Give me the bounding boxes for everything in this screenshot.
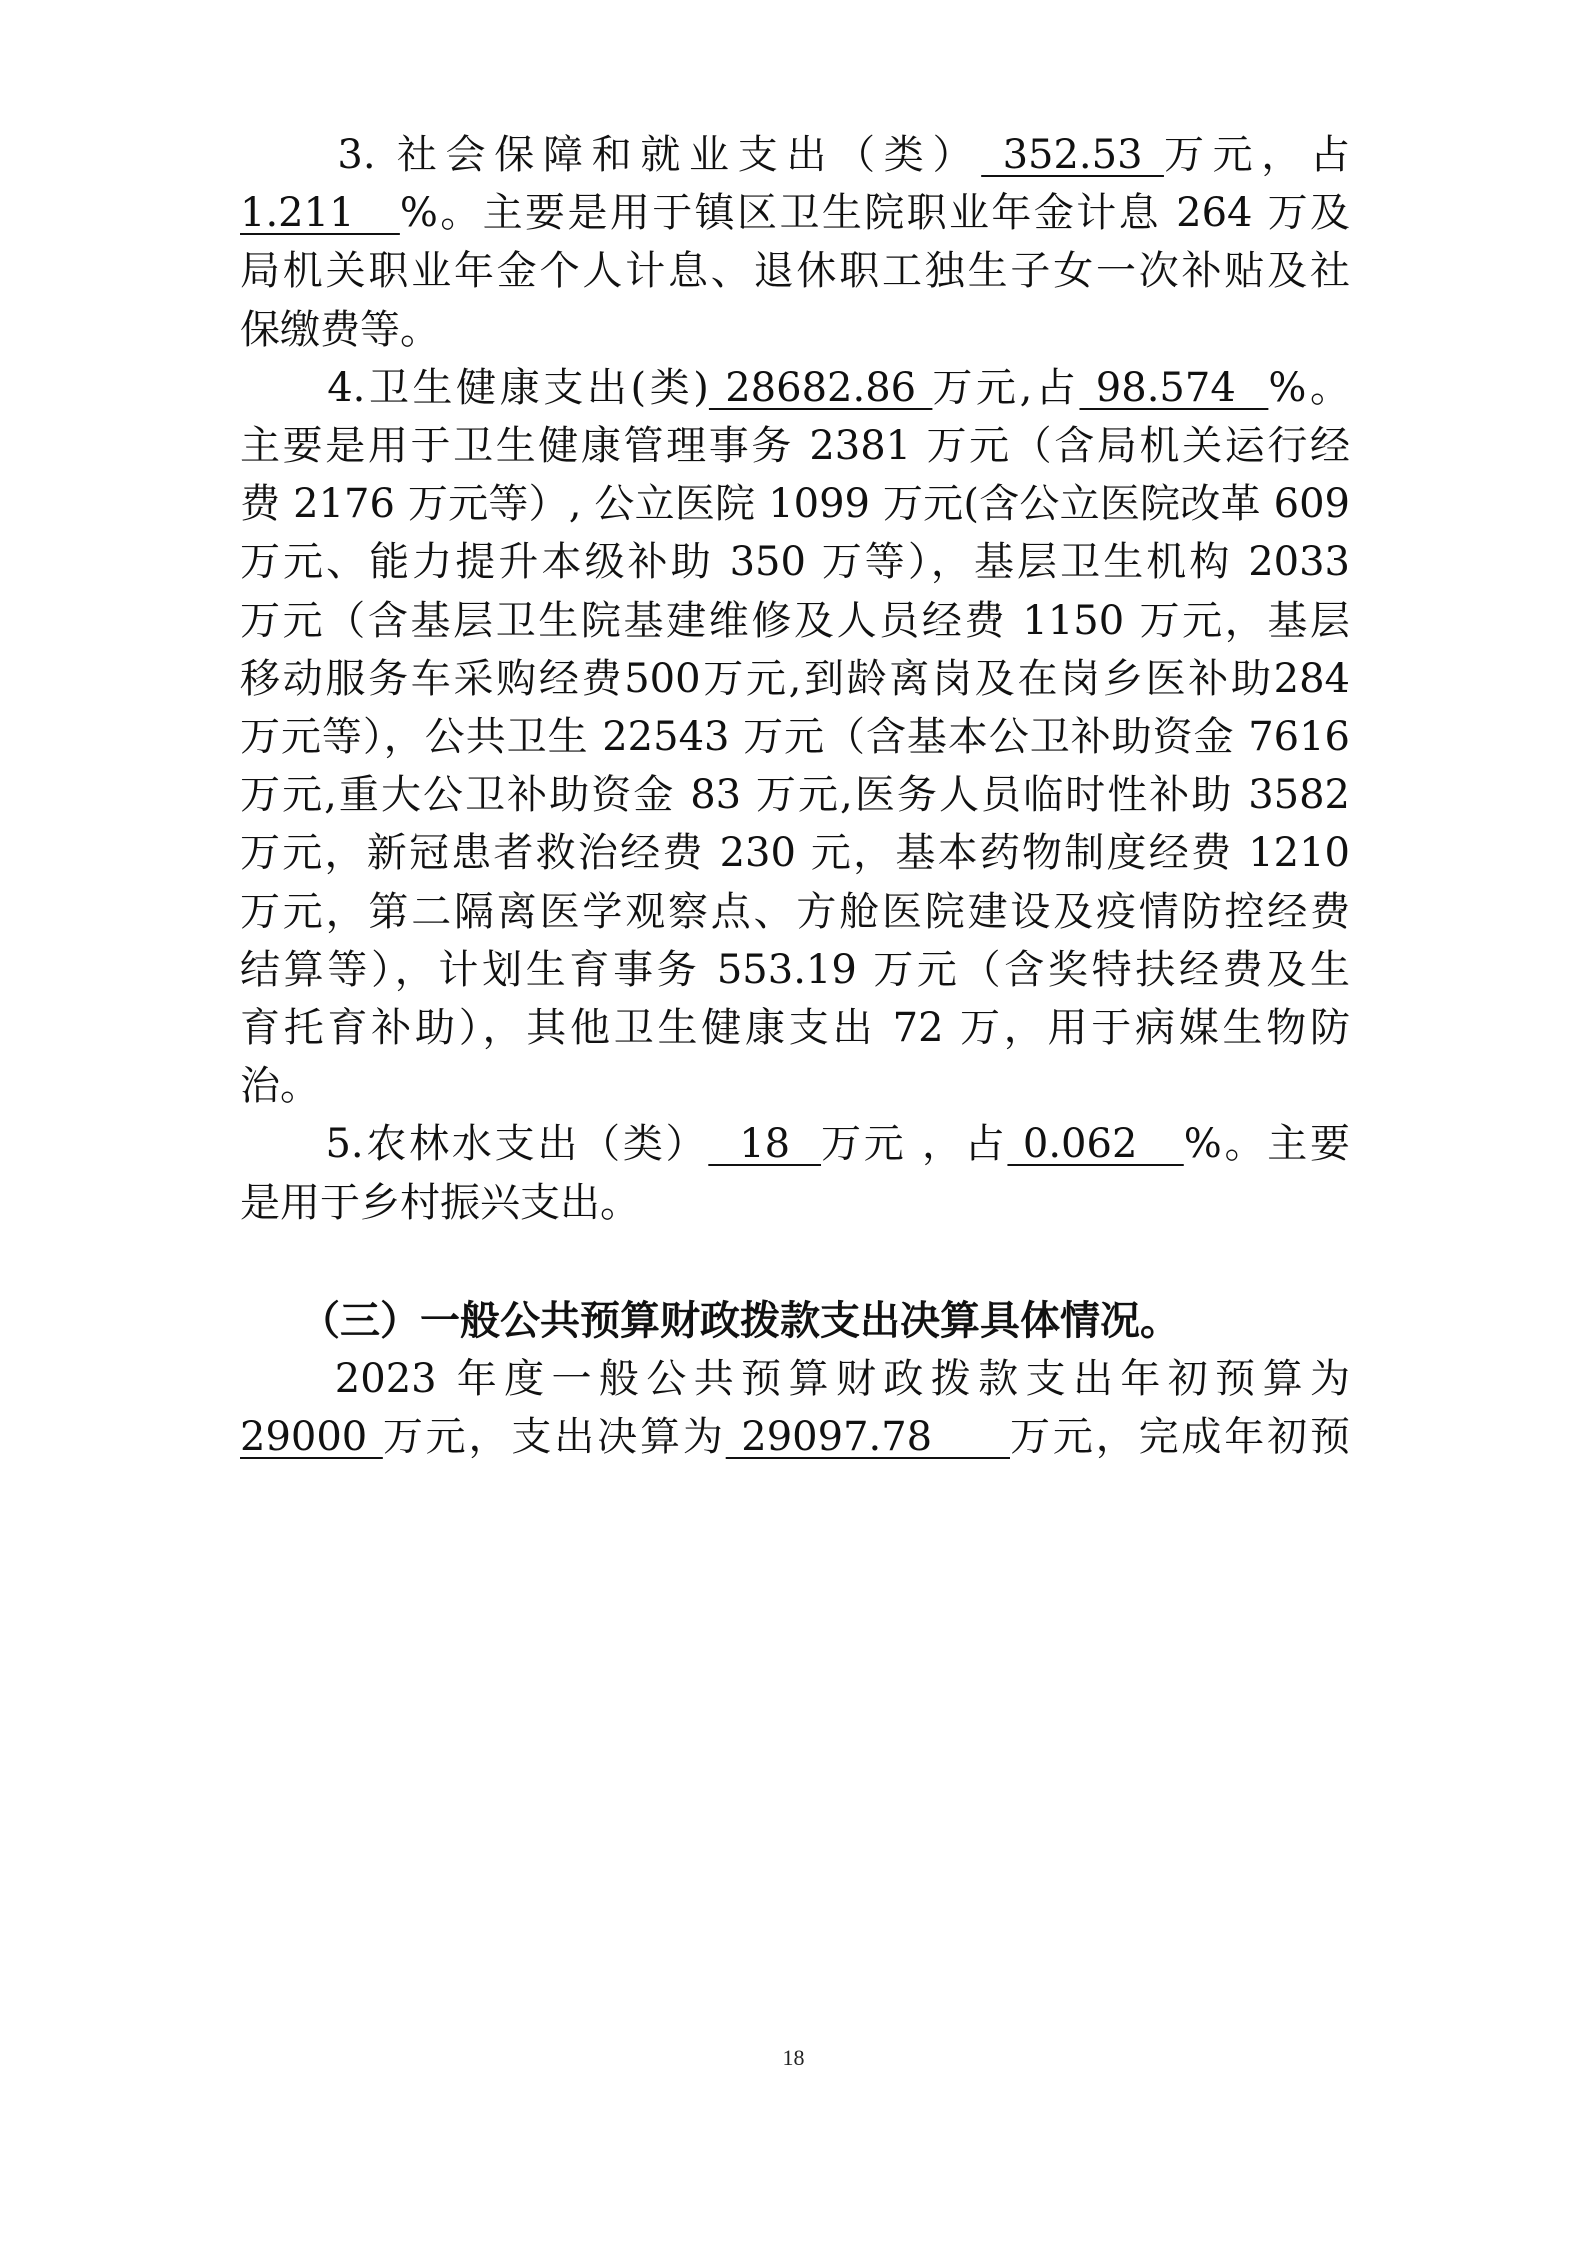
- underlined-value: 1.211: [240, 190, 400, 237]
- text-segment: 万元，第二隔离医学观察点、方舱医院建设及疫情防控经费: [240, 888, 1350, 935]
- paragraph-line: [240, 241, 1350, 301]
- text-segment: 万元（含基层卫生院基建维修及人员经费 1150 万元，基层: [240, 597, 1350, 644]
- underlined-value: 0.062: [1007, 1121, 1184, 1168]
- text-segment: 移动服务车采购经费500万元,到龄离岗及在岗乡医补助284: [240, 655, 1350, 702]
- paragraph-line: [240, 183, 1350, 243]
- text-segment: 4.卫生健康支出(类): [240, 364, 709, 411]
- paragraph-line: [240, 765, 1350, 825]
- text-segment: 保缴费等。: [240, 306, 440, 353]
- underlined-value: 29000: [240, 1414, 383, 1461]
- text-segment: 是用于乡村振兴支出。: [240, 1179, 640, 1226]
- text-segment: 结算等），计划生育事务 553.19 万元（含奖特扶经费及生: [240, 946, 1350, 993]
- text-segment: 2023 年度一般公共预算财政拨款支出年初预算为: [240, 1356, 1350, 1402]
- text-segment: 育托育补助），其他卫生健康支出 72 万，用于病媒生物防: [240, 1005, 1350, 1051]
- text-segment: （三）一般公共预算财政拨款支出决算具体情况。: [240, 1297, 1180, 1344]
- text-segment: 万元，支出决算为: [382, 1414, 726, 1461]
- paragraph-line: [240, 1407, 1350, 1467]
- paragraph-line: [240, 416, 1350, 476]
- paragraph-line: [240, 532, 1350, 592]
- text-segment: 万元,重大公卫补助资金 83 万元,医务人员临时性补助 3582: [240, 772, 1350, 819]
- underlined-value: 28682.86: [708, 364, 933, 411]
- text-segment: 费 2176 万元等）, 公立医院 1099 万元(含公立医院改革 609: [240, 481, 1350, 528]
- text-segment: 万元，新冠患者救治经费 230 元，基本药物制度经费 1210: [240, 830, 1350, 877]
- text-segment: 万元，完成年初预: [1010, 1414, 1351, 1461]
- paragraph-line: [240, 125, 1350, 185]
- text-segment: 万元等），公共卫生 22543 万元（含基本公卫补助资金 7616: [240, 714, 1350, 760]
- paragraph-line: [240, 649, 1350, 709]
- paragraph-line: [240, 358, 1350, 418]
- text-segment: 局机关职业年金个人计息、退休职工独生子女一次补贴及社: [240, 248, 1350, 295]
- text-segment: %。主要: [1183, 1121, 1350, 1168]
- text-segment: 治。: [240, 1063, 320, 1110]
- paragraph-line: [240, 1173, 640, 1233]
- paragraph-line: [240, 1349, 1350, 1409]
- section-heading: [240, 1291, 1180, 1351]
- text-segment: 万元、能力提升本级补助 350 万等），基层卫生机构 2033: [240, 539, 1350, 586]
- text-segment: %。主要是用于镇区卫生院职业年金计息 264 万及: [399, 190, 1350, 237]
- text-segment: 5.农林水支出（类）: [240, 1121, 709, 1168]
- underlined-value: 18: [708, 1121, 822, 1168]
- paragraph-line: [240, 940, 1350, 1000]
- text-segment: %。: [1268, 364, 1350, 411]
- paragraph-line: [240, 823, 1350, 883]
- paragraph-line: [240, 1114, 1350, 1174]
- text-segment: 万元,占: [932, 364, 1080, 411]
- paragraph-line: [240, 474, 1350, 534]
- paragraph-line: [240, 998, 1350, 1058]
- text-segment: 3. 社会保障和就业支出（类）: [240, 132, 982, 178]
- paragraph-line: [240, 300, 440, 360]
- text-segment: 万元 ，占: [821, 1121, 1008, 1168]
- paragraph-line: [240, 1056, 320, 1116]
- underlined-value: 29097.78: [725, 1414, 1010, 1461]
- paragraph-line: [240, 591, 1350, 651]
- paragraph-line: [240, 707, 1350, 767]
- paragraph-line: [240, 882, 1350, 942]
- text-segment: 主要是用于卫生健康管理事务 2381 万元（含局机关运行经: [240, 423, 1350, 469]
- page-number: 18: [782, 2045, 805, 2070]
- underlined-value: 98.574: [1079, 364, 1269, 411]
- underlined-value: 352.53: [981, 132, 1164, 178]
- text-segment: 万元，占: [1163, 132, 1350, 178]
